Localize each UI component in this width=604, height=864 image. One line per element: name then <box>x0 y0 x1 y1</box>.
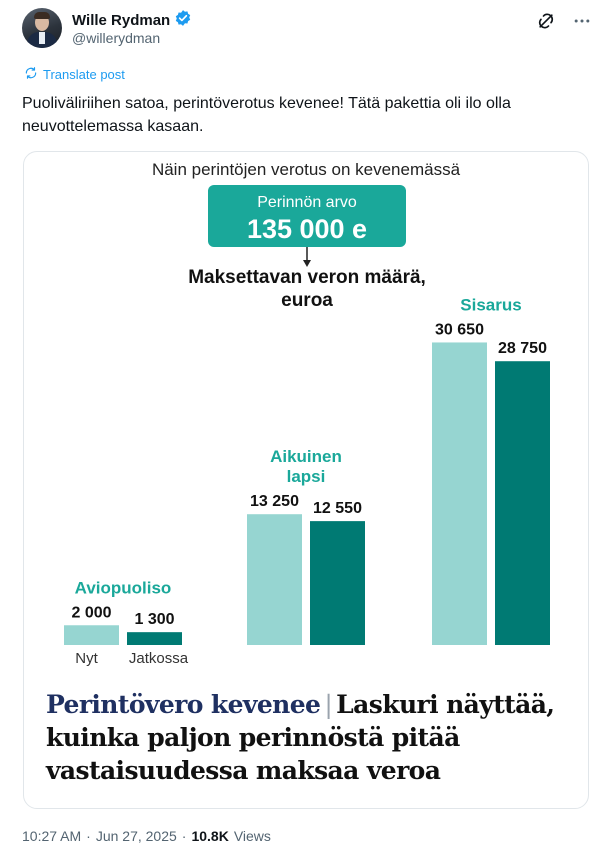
inheritance-tax-chart <box>24 152 588 688</box>
category-label: Sisarus <box>460 295 522 315</box>
bar-value-label: 1 300 <box>134 611 175 629</box>
article-headline[interactable] <box>46 688 576 787</box>
arrow-head <box>303 260 311 267</box>
post-time[interactable]: 10:27 AM <box>22 828 82 844</box>
meta-separator: · <box>181 828 187 844</box>
grok-icon[interactable] <box>536 11 556 36</box>
headline-title: Perintövero kevenee <box>46 690 321 719</box>
bar-value-label: 28 750 <box>498 340 547 358</box>
bar-value-label: 30 650 <box>435 321 484 339</box>
media-card[interactable] <box>23 151 589 809</box>
author-name-row <box>72 9 192 32</box>
views-count: 10.8K <box>191 828 229 844</box>
box-value: 135 000 e <box>246 214 368 244</box>
post-meta <box>22 828 271 844</box>
chart-subtitle-line1: Maksettavan veron määrä, <box>188 267 426 288</box>
bar-2-1 <box>495 361 550 645</box>
more-horizontal-icon[interactable] <box>572 11 592 36</box>
avatar-shirt <box>39 32 45 44</box>
avatar-hair <box>34 12 50 19</box>
headline-rest: Laskuri näyttää, kuinka paljon perinnöstä pitää vastaisuudessa maksaa veroa <box>46 690 555 785</box>
category-label: Aviopuoliso <box>74 578 172 598</box>
post-text: Puoliväliriihen satoa, perintöverotus kevenee! Tätä pakettia oli ilo olla neuvottelemassa kasaan. <box>22 95 511 135</box>
post-header <box>22 8 592 52</box>
bars-layer <box>64 295 550 667</box>
post-date[interactable]: Jun 27, 2025 <box>95 828 177 844</box>
bar-value-label: 12 550 <box>313 500 362 518</box>
meta-separator: · <box>86 828 91 844</box>
box-label: Perinnön arvo <box>257 194 357 211</box>
author-display-name[interactable]: Wille Rydman <box>72 12 171 29</box>
bar-0-1 <box>127 632 182 645</box>
legend-label: Nyt <box>75 650 98 667</box>
bar-value-label: 13 250 <box>250 493 299 511</box>
legend-label: Jatkossa <box>128 650 189 667</box>
bar-value-label: 2 000 <box>71 604 112 622</box>
header-actions <box>536 11 592 36</box>
infographic-title: Näin perintöjen verotus on kevenemässä <box>151 160 461 179</box>
translate-icon <box>24 66 38 83</box>
bar-0-0 <box>64 625 119 645</box>
translate-label: Translate post <box>43 67 125 82</box>
translate-post-link[interactable] <box>24 66 125 83</box>
bar-1-0 <box>247 514 302 645</box>
views-label: Views <box>233 828 271 844</box>
chart-subtitle-line2: euroa <box>281 290 333 311</box>
bar-1-1 <box>310 521 365 645</box>
verified-badge-icon <box>174 9 192 32</box>
avatar[interactable] <box>22 8 62 48</box>
headline-separator: | <box>324 690 333 719</box>
category-label: lapsi <box>286 467 326 487</box>
category-label: Aikuinen <box>270 447 342 467</box>
author-handle[interactable]: @willerydman <box>72 30 161 46</box>
bar-2-0 <box>432 342 487 645</box>
